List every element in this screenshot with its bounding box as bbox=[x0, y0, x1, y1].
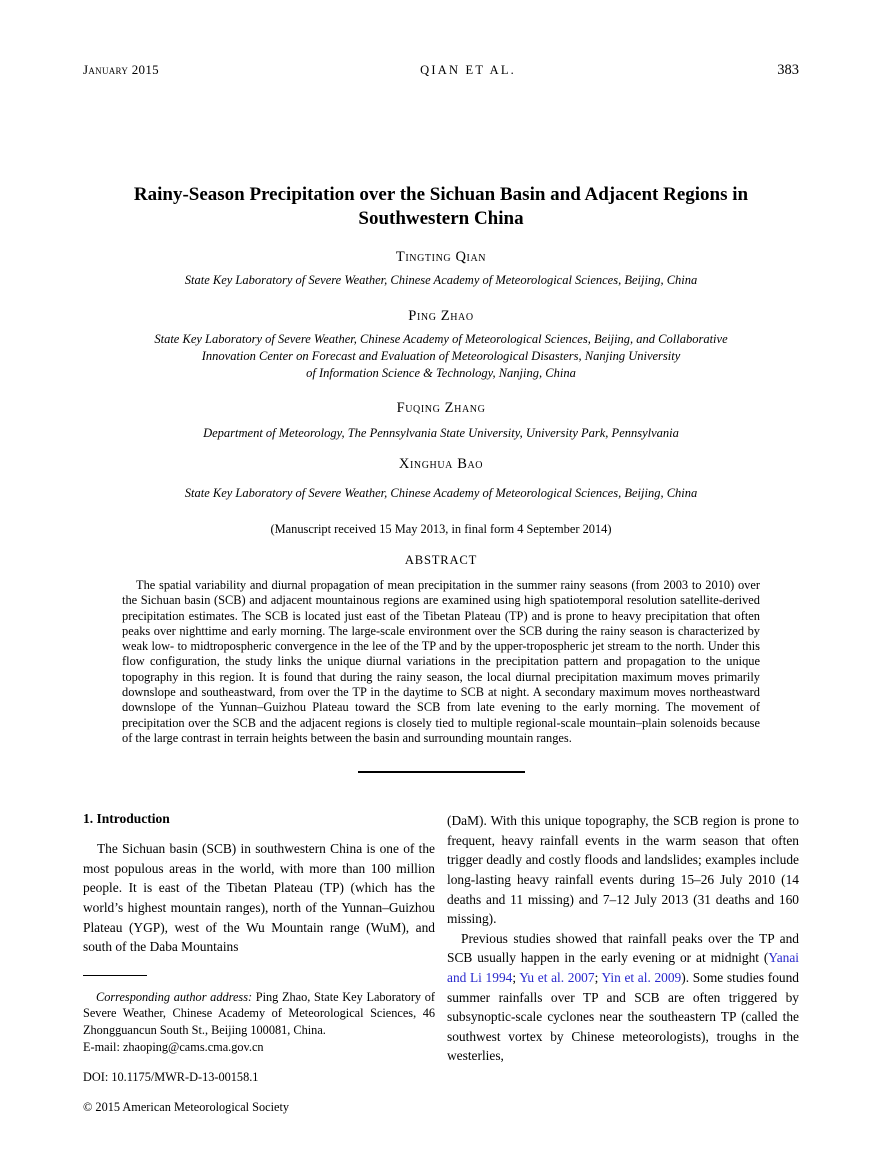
left-column bbox=[83, 811, 435, 1115]
paragraph-text: Previous studies showed that rainfall peaks over the TP and SCB usually happen in the early evening or at midnight ( bbox=[447, 930, 799, 966]
running-header bbox=[83, 62, 799, 79]
affiliation-line: of Information Science & Technology, Nanjing, China bbox=[306, 366, 576, 380]
author-name-2: Ping Zhao bbox=[408, 308, 474, 324]
author-affiliation-1: State Key Laboratory of Severe Weather, Chinese Academy of Meteorological Sciences, Beijing, China bbox=[184, 273, 698, 287]
right-column bbox=[447, 811, 799, 1115]
author-affiliation-4: State Key Laboratory of Severe Weather, Chinese Academy of Meteorological Sciences, Beijing, China bbox=[184, 486, 698, 500]
author-name-3: Fuqing Zhang bbox=[396, 400, 486, 416]
email-line: E-mail: zhaoping@cams.cma.gov.cn bbox=[83, 1039, 264, 1054]
paragraph-text: ; bbox=[594, 970, 602, 986]
footnote-block bbox=[83, 975, 435, 1115]
abstract-text: The spatial variability and diurnal propagation of mean precipitation in the summer rainy seasons (from 2003 to 2010) over the Sichuan basin (SCB) and adjacent mountainous regions are examined using high spatiotemporal resolution satellite-derived precipitation estimates. The SCB is located just east of the Tibetan Plateau (TP) and is prone to heavy precipitation that often peaks over nighttime and early morning. The large-scale environment over the SCB during the rainy season is characterized by weak low- to midtropospheric convergence in the lee of the TP and by the upper-tropospheric jet stream to the north. Under this flow configuration, the study links the unique diurnal variations in the precipitation pattern and propagation to the unique topography in this region. It is found that during the rainy season, the local diurnal precipitation maximum moves primarily downslope and southeastward, from over the TP in the daytime to SCB at night. A secondary maximum moves northeastward downslope of the Yunnan–Guizhou Plateau toward the SCB from late evening to the early morning. The movement of precipitation over the SCB and the adjacent regions is closely tied to multiple regional-scale mountain–plain solenoids because of the large contrast in terrain heights between the basin and surrounding mountain ranges. bbox=[122, 578, 760, 745]
copyright-line: © 2015 American Meteorological Society bbox=[83, 1100, 290, 1115]
abstract-divider-rule bbox=[358, 771, 525, 773]
paragraph-text: ; bbox=[512, 970, 520, 986]
author-affiliation-3: Department of Meteorology, The Pennsylvania State University, University Park, Pennsylvania bbox=[203, 426, 679, 440]
author-name-1: Tingting Qian bbox=[395, 249, 487, 265]
citation-link-yin-2009[interactable]: Yin et al. 2009 bbox=[601, 970, 682, 986]
body-columns bbox=[83, 811, 799, 1115]
affiliation-line: Innovation Center on Forecast and Evaluation of Meteorological Disasters, Nanjing University bbox=[201, 349, 681, 363]
citation-link-yu-2007[interactable]: Yu et al. 2007 bbox=[519, 970, 595, 986]
citation-link-yanai-li-1994[interactable]: Yanai and Li 1994 bbox=[447, 950, 799, 986]
issue-date: January 2015 bbox=[83, 62, 159, 77]
abstract-heading: ABSTRACT bbox=[404, 553, 478, 567]
author-name-4: Xinghua Bao bbox=[398, 456, 484, 472]
section-heading-introduction: 1. Introduction bbox=[83, 811, 170, 827]
intro-paragraph: The Sichuan basin (SCB) in southwestern China is one of the most populous areas in the world, with more than 100 million people. It is east of the Tibetan Plateau (TP) (which has the world’s highest mountain ranges), north of the Yunnan–Guizhou Plateau (YGP), west of the Wu Mountain range (WuM), and south of the Daba Mountains bbox=[83, 841, 435, 955]
affiliation-line: State Key Laboratory of Severe Weather, Chinese Academy of Meteorological Sciences, Beijing, and Collaborative bbox=[154, 332, 728, 346]
doi-line: DOI: 10.1175/MWR-D-13-00158.1 bbox=[83, 1070, 259, 1085]
footnote-rule bbox=[83, 975, 147, 976]
previous-studies-paragraph bbox=[447, 929, 799, 1066]
intro-paragraph-continued: (DaM). With this unique topography, the SCB region is prone to frequent, heavy rainfall events in the warm season that often trigger deadly and costly floods and landslides; examples include long-lasting heavy rainfall events during 15–26 July 2010 (14 deaths and 11 missing) and 7–12 July 2013 (31 deaths and 160 missing). bbox=[447, 813, 799, 927]
running-title: QIAN ET AL. bbox=[420, 63, 516, 77]
paragraph-text: ). Some studies found summer rainfalls over TP and SCB are often triggered by subsynoptic-scale cyclones near the southeastern TP (called the southwest vortex by Chinese meteorologists), troughs in the westerlies, bbox=[447, 970, 799, 1064]
article-title: Rainy-Season Precipitation over the Sichuan Basin and Adjacent Regions in Southwestern China bbox=[133, 184, 749, 229]
author-affiliation-2 bbox=[83, 331, 799, 382]
page-number: 383 bbox=[777, 62, 799, 78]
corresponding-author-label: Corresponding author address: bbox=[96, 989, 253, 1004]
corresponding-author-address: Ping Zhao, State Key Laboratory of Severe Weather, Chinese Academy of Meteorological Sciences, 46 Zhongguancun South St., Beijing 100081, China. bbox=[83, 989, 435, 1038]
manuscript-received-note: (Manuscript received 15 May 2013, in final form 4 September 2014) bbox=[270, 522, 612, 536]
corresponding-author-note bbox=[83, 989, 435, 1039]
